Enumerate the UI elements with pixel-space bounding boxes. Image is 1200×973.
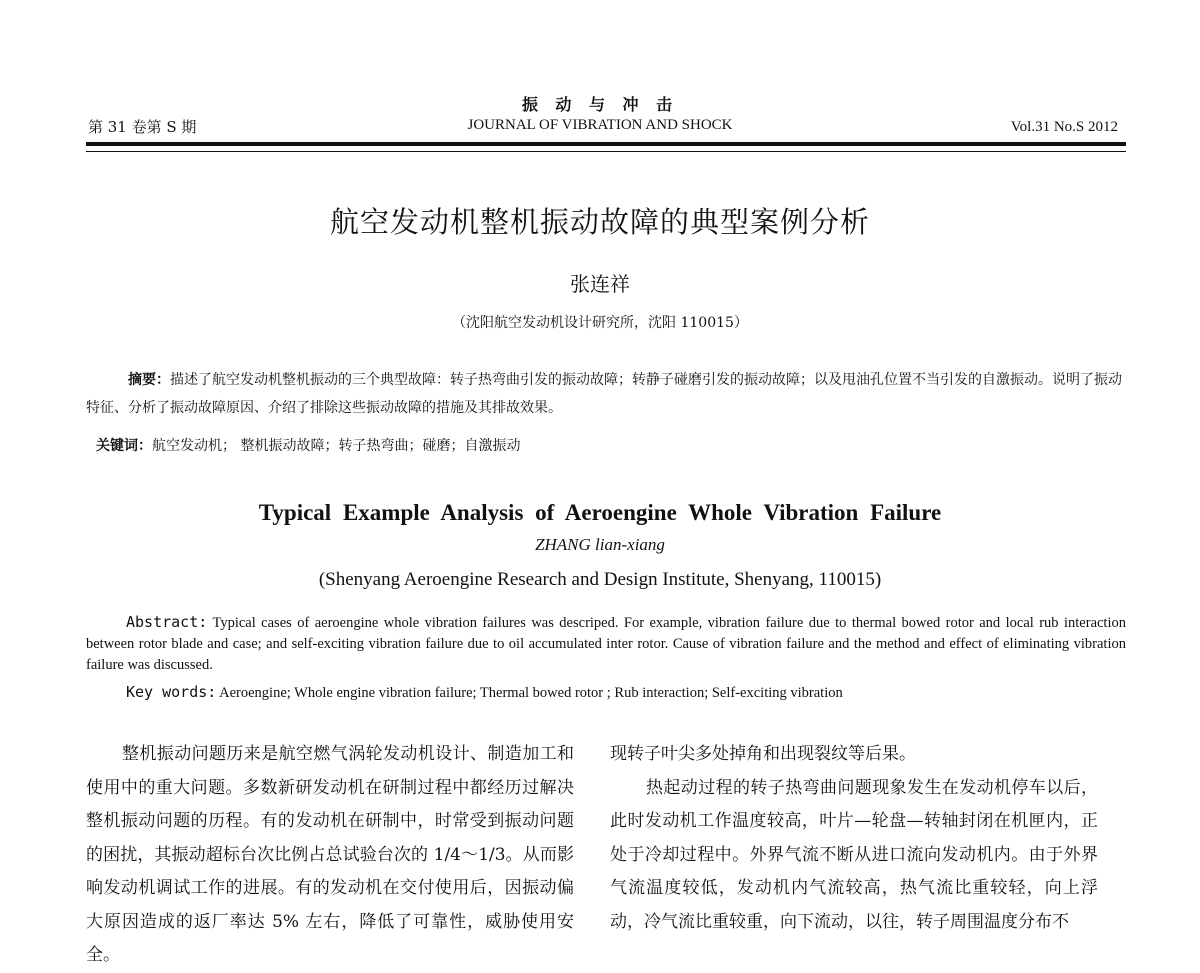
body-column-right [610,738,1098,939]
paper-title-en: Typical Example Analysis of Aeroengine Whole Vibration Failure [258,500,942,525]
keywords-text-cn: 航空发动机； 整机振动故障；转子热弯曲；碰磨；自激振动 [152,438,521,454]
author-cn: 张连祥 [570,272,630,296]
paper-title-cn: 航空发动机整机振动故障的典型案例分析 [329,205,870,239]
abstract-label-cn: 摘要： [128,372,170,388]
keywords-label-en: Key words: [126,683,217,701]
affiliation-en: (Shenyang Aeroengine Research and Design Institute, Shenyang, 110015) [318,569,882,590]
abstract-en [86,612,1126,676]
author-en: ZHANG lian-xiang [535,535,665,554]
keywords-text-en: Aeroengine; Whole engine vibration failure; Thermal bowed rotor ; Rub interaction; Self-exciting vibration [219,685,843,701]
journal-name-en: JOURNAL OF VIBRATION AND SHOCK [467,117,733,133]
abstract-text-en: Typical cases of aeroengine whole vibration failures was descriped. For example, vibration failure due to thermal bowed rotor and local rub interaction between rotor blade and case; and self-exciting vibration failure due to oil accumulated inter rotor. Cause of vibration failure and the method and effect of eliminating vibration failure was discussed. [86,615,1126,673]
abstract-cn [86,366,1126,422]
abstract-label-en: Abstract: [126,613,208,631]
header-rule-thick [86,142,1126,146]
affiliation-cn: （沈阳航空发动机设计研究所，沈阳 110015） [452,315,748,331]
abstract-text-cn: 描述了航空发动机整机振动的三个典型故障：转子热弯曲引发的振动故障；转静子碰磨引发的振动故障；以及甩油孔位置不当引发的自激振动。说明了振动特征、分析了振动故障原因、介绍了排除这些振动故障的措施及其排故效果。 [86,372,1122,416]
volume-issue-en: Vol.31 No.S 2012 [1010,119,1118,135]
body-column-left [86,738,574,973]
keywords-cn [86,432,1136,460]
keywords-en [86,682,1166,704]
body-paragraph: 整机振动问题历来是航空燃气涡轮发动机设计、制造加工和使用中的重大问题。多数新研发动机在研制过程中都经历过解决整机振动问题的历程。有的发动机在研制中，时常受到振动问题的困扰，其振动超标台次比例占总试验台次的 1/4～1/3。从而影响发动机调试工作的进展。有的发动机在交付使用后，因振动偏大原因造成的返厂率达 5% 左右，降低了可靠性，威胁使用安全。 [86,744,574,965]
body-paragraph-continued: 现转子叶尖多处掉角和出现裂纹等后果。 [610,744,916,764]
header-rule-thin [86,151,1126,152]
body-paragraph: 热起动过程的转子热弯曲问题现象发生在发动机停车以后，此时发动机工作温度较高，叶片—轮盘—转轴封闭在机匣内，正处于冷却过程中。外界气流不断从进口流向发动机内。由于外界气流温度较低，发动机内气流较高，热气流比重较轻，向上浮动，冷气流比重较重，向下流动，以往，转子周围温度分布不 [610,777,1098,932]
volume-issue-cn: 第 31 卷第 S 期 [88,118,197,136]
keywords-label-cn: 关键词： [96,438,152,454]
journal-name-cn: 振 动 与 冲 击 [521,95,679,114]
